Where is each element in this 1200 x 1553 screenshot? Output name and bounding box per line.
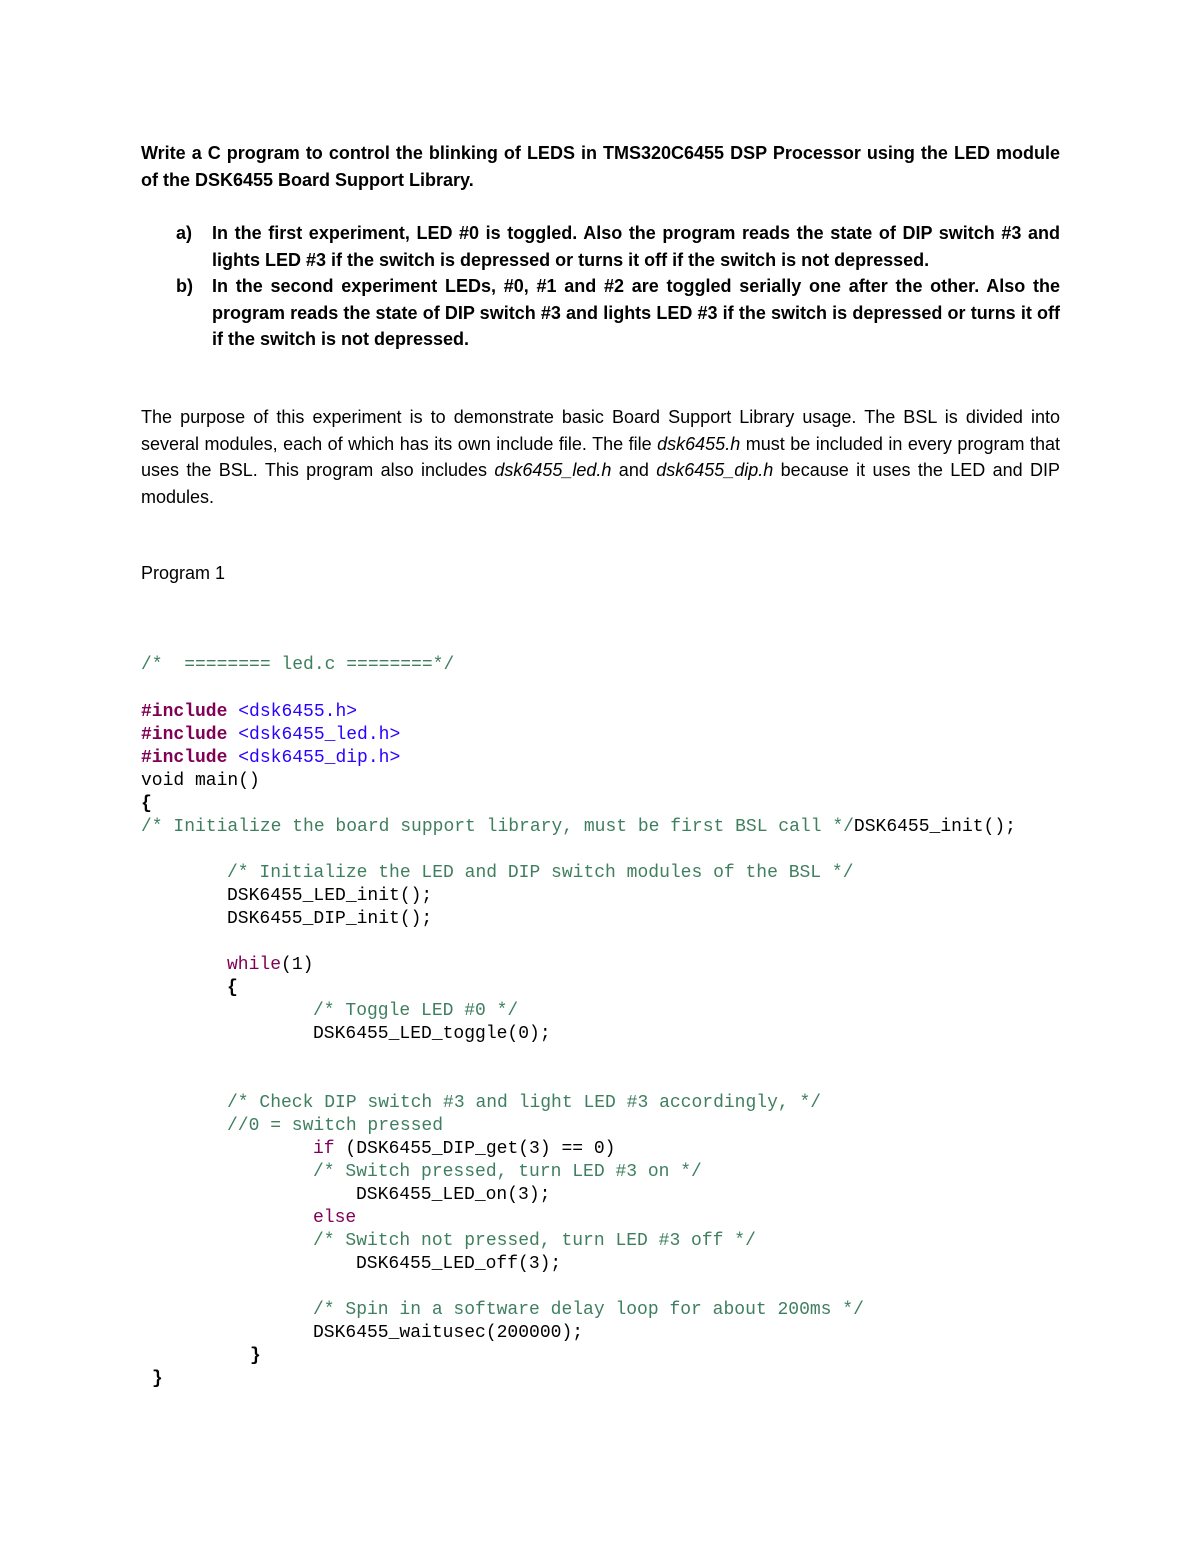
code-comment: /* Initialize the LED and DIP switch modules of the BSL */: [227, 863, 854, 883]
code-statement: DSK6455_LED_toggle(0);: [313, 1024, 551, 1044]
include-keyword: #include: [141, 702, 228, 722]
include-header: <dsk6455.h>: [238, 702, 358, 722]
code-while-line: [227, 954, 313, 977]
file-name-dsk6455-led: dsk6455_led.h: [494, 460, 612, 480]
code-main-close-brace: }: [152, 1369, 163, 1389]
code-statement: DSK6455_LED_init();: [227, 886, 433, 906]
file-name-dsk6455: dsk6455.h: [657, 433, 741, 454]
file-name-dsk6455-dip: dsk6455_dip.h: [656, 460, 774, 480]
code-comment: /* Spin in a software delay loop for about 200ms */: [313, 1300, 864, 1320]
code-if-line: [313, 1138, 615, 1161]
code-include-line: [141, 747, 400, 770]
code-include-line: [141, 701, 357, 724]
include-keyword: #include: [141, 725, 228, 745]
task-list: [141, 220, 1060, 353]
code-statement: DSK6455_LED_off(3);: [356, 1254, 562, 1274]
code-open-brace: {: [141, 794, 152, 814]
code-comment: /* Switch pressed, turn LED #3 on */: [313, 1162, 702, 1182]
code-comment: /* Toggle LED #0 */: [313, 1001, 519, 1021]
code-init-line: [141, 816, 1016, 839]
code-statement: DSK6455_init();: [853, 817, 1016, 837]
code-header-comment: /* ======== led.c ========*/: [141, 655, 455, 675]
purpose-text: because it uses the LED and DIP modules.: [141, 460, 1060, 507]
purpose-text: must be included in every program that uses the BSL. This program also includes: [141, 433, 1060, 480]
while-keyword: while: [227, 955, 282, 975]
if-keyword: if: [313, 1139, 335, 1159]
while-condition: (1): [281, 955, 314, 975]
code-statement: DSK6455_LED_on(3);: [356, 1185, 551, 1205]
code-listing: [141, 654, 1081, 1414]
if-condition: (DSK6455_DIP_get(3) == 0): [334, 1139, 616, 1159]
program-title: Program 1: [141, 563, 226, 583]
task-item-text: In the first experiment, LED #0 is toggled. Also the program reads the state of DIP switch #3 and lights LED #3 if the switch is depressed or turns it off if the switch is not depressed.: [212, 223, 1060, 270]
code-comment: /* Check DIP switch #3 and light LED #3 accordingly, */: [227, 1093, 822, 1113]
task-item-a: [141, 220, 1060, 273]
include-keyword: #include: [141, 748, 228, 768]
task-item-b: [141, 273, 1060, 353]
code-loop-close-brace: }: [250, 1346, 261, 1366]
task-statement: Write a C program to control the blinking of LEDS in TMS320C6455 DSP Processor using the LED module of the DSK6455 Board Support Library.: [141, 143, 1060, 190]
code-statement: DSK6455_DIP_init();: [227, 909, 433, 929]
purpose-paragraph: [141, 404, 1060, 510]
task-item-marker: a): [176, 223, 193, 243]
task-item-text: In the second experiment LEDs, #0, #1 and #2 are toggled serially one after the other. Also the program reads the state of DIP switch #3 and lights LED #3 if the switch is depressed or turns it off if the switch is not depressed.: [212, 276, 1060, 349]
code-include-line: [141, 724, 400, 747]
task-item-marker: b): [176, 276, 193, 296]
code-loop-open-brace: {: [227, 978, 238, 998]
code-main-signature: void main(): [141, 771, 260, 791]
code-comment: /* Initialize the board support library, must be first BSL call */: [141, 817, 854, 837]
purpose-text: The purpose of this experiment is to demonstrate basic Board Support Library usage. The BSL is divided into several modules, each of which has its own include file. The file: [141, 407, 1060, 454]
code-statement: DSK6455_waitusec(200000);: [313, 1323, 584, 1343]
include-header: <dsk6455_dip.h>: [238, 748, 401, 768]
purpose-text: and: [611, 460, 657, 480]
else-keyword: else: [313, 1208, 357, 1228]
include-header: <dsk6455_led.h>: [238, 725, 401, 745]
code-comment: //0 = switch pressed: [227, 1116, 444, 1136]
code-comment: /* Switch not pressed, turn LED #3 off */: [313, 1231, 756, 1251]
